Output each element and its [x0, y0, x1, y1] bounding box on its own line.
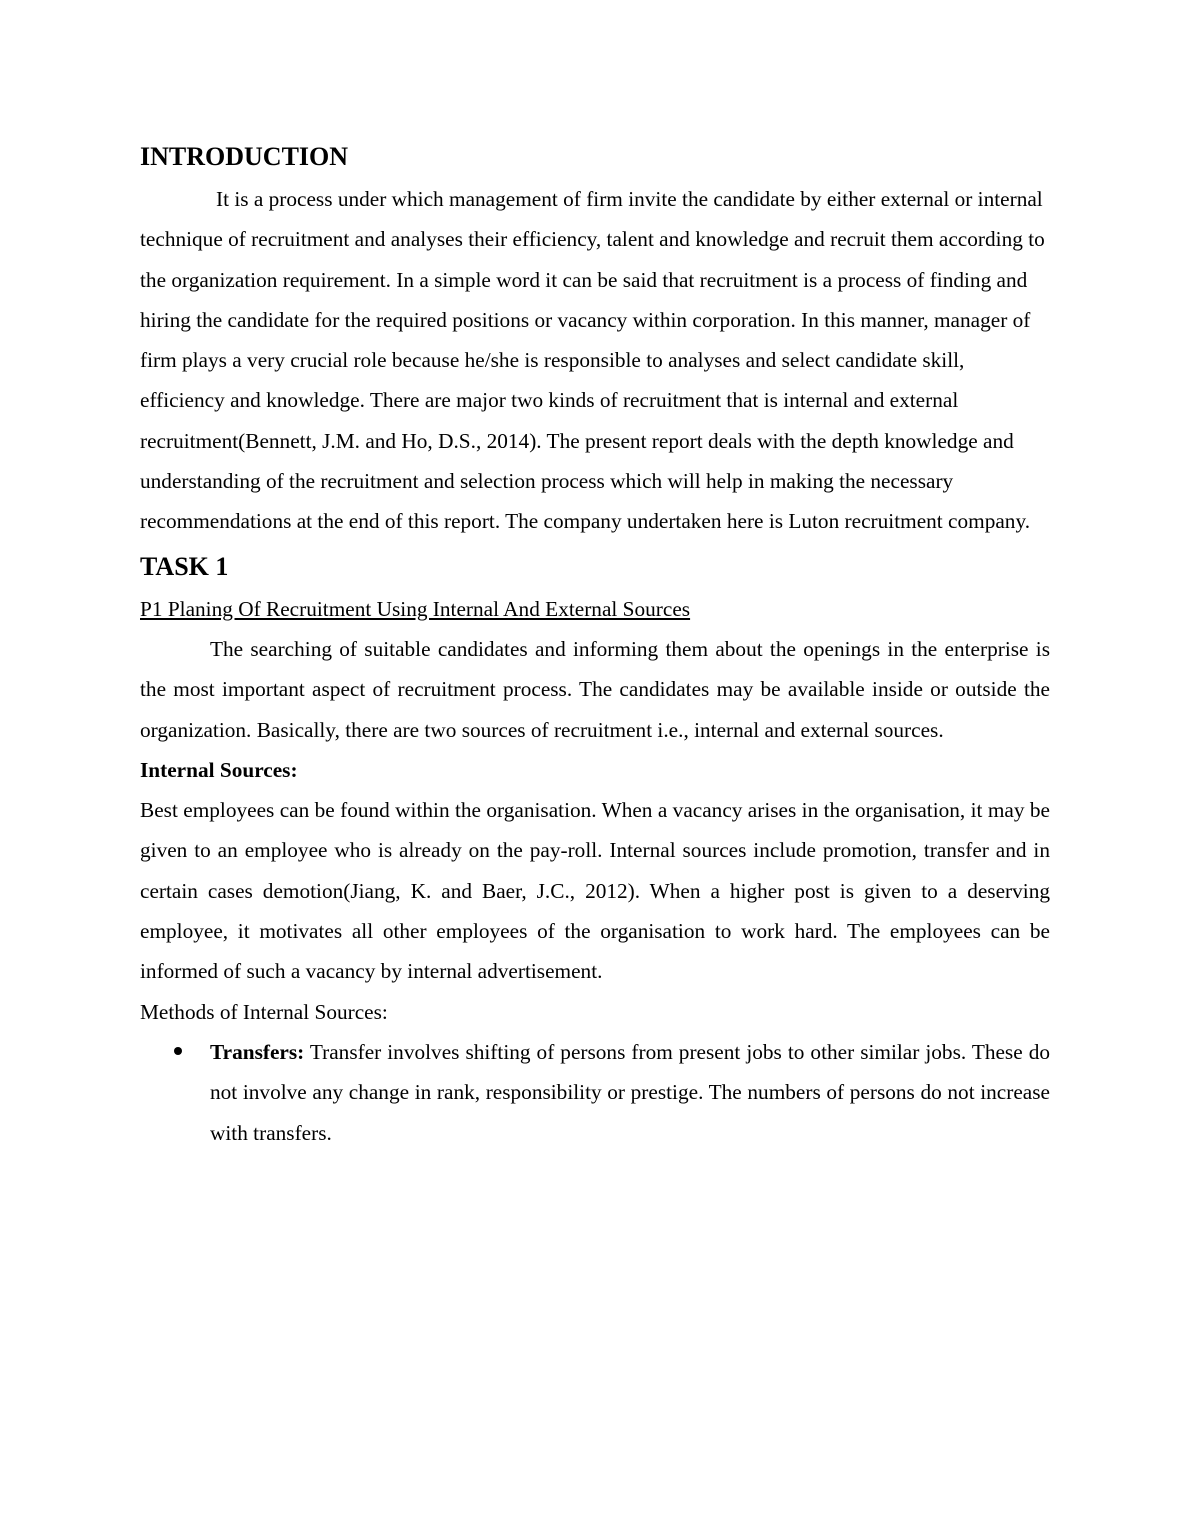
methods-list	[140, 1032, 1050, 1153]
bullet-term: Transfers:	[210, 1039, 305, 1064]
internal-sources-label: Internal Sources:	[140, 757, 298, 782]
bullet-icon	[174, 1047, 182, 1055]
task-1-heading: TASK 1	[140, 551, 229, 581]
introduction-heading: INTRODUCTION	[140, 142, 349, 171]
methods-label: Methods of Internal Sources:	[140, 999, 388, 1024]
recruitment-sources-paragraph: The searching of suitable candidates and informing them about the openings in the enterprise is the most important aspect of recruitment process. The candidates may be available inside or outside the organization. Basically, there are two sources of recruitment i.e., internal and external sources.	[140, 636, 1050, 742]
introduction-paragraph: It is a process under which management of firm invite the candidate by either external or internal technique of recruitment and analyses their efficiency, talent and knowledge and recruit them according to the organization requirement. In a simple word it can be said that recruitment is a process of finding and hiring the candidate for the required positions or vacancy within corporation. In this manner, manager of firm plays a very crucial role because he/she is responsible to analyses and select candidate skill, efficiency and knowledge. There are major two kinds of recruitment that is internal and external recruitment(Bennett, J.M. and Ho, D.S., 2014). The present report deals with the depth knowledge and understanding of the recruitment and selection process which will help in making the necessary recommendations at the end of this report. The company undertaken here is Luton recruitment company.	[140, 187, 1045, 534]
p1-subtitle	[140, 589, 1050, 629]
bullet-text: Transfer involves shifting of persons from present jobs to other similar jobs. These do not involve any change in rank, responsibility or prestige. The numbers of persons do not increase with transfers.	[210, 1039, 1050, 1145]
internal-sources-paragraph: Best employees can be found within the organisation. When a vacancy arises in the organisation, it may be given to an employee who is already on the pay-roll. Internal sources include promotion, transfer and in certain cases demotion(Jiang, K. and Baer, J.C., 2012). When a higher post is given to a deserving employee, it motivates all other employees of the organisation to work hard. The employees can be informed of such a vacancy by internal advertisement.	[140, 798, 1050, 984]
list-item	[140, 1032, 1050, 1153]
document-page	[140, 140, 1050, 1153]
p1-subtitle-text: P1 Planing Of Recruitment Using Internal And External Sources	[140, 596, 691, 621]
